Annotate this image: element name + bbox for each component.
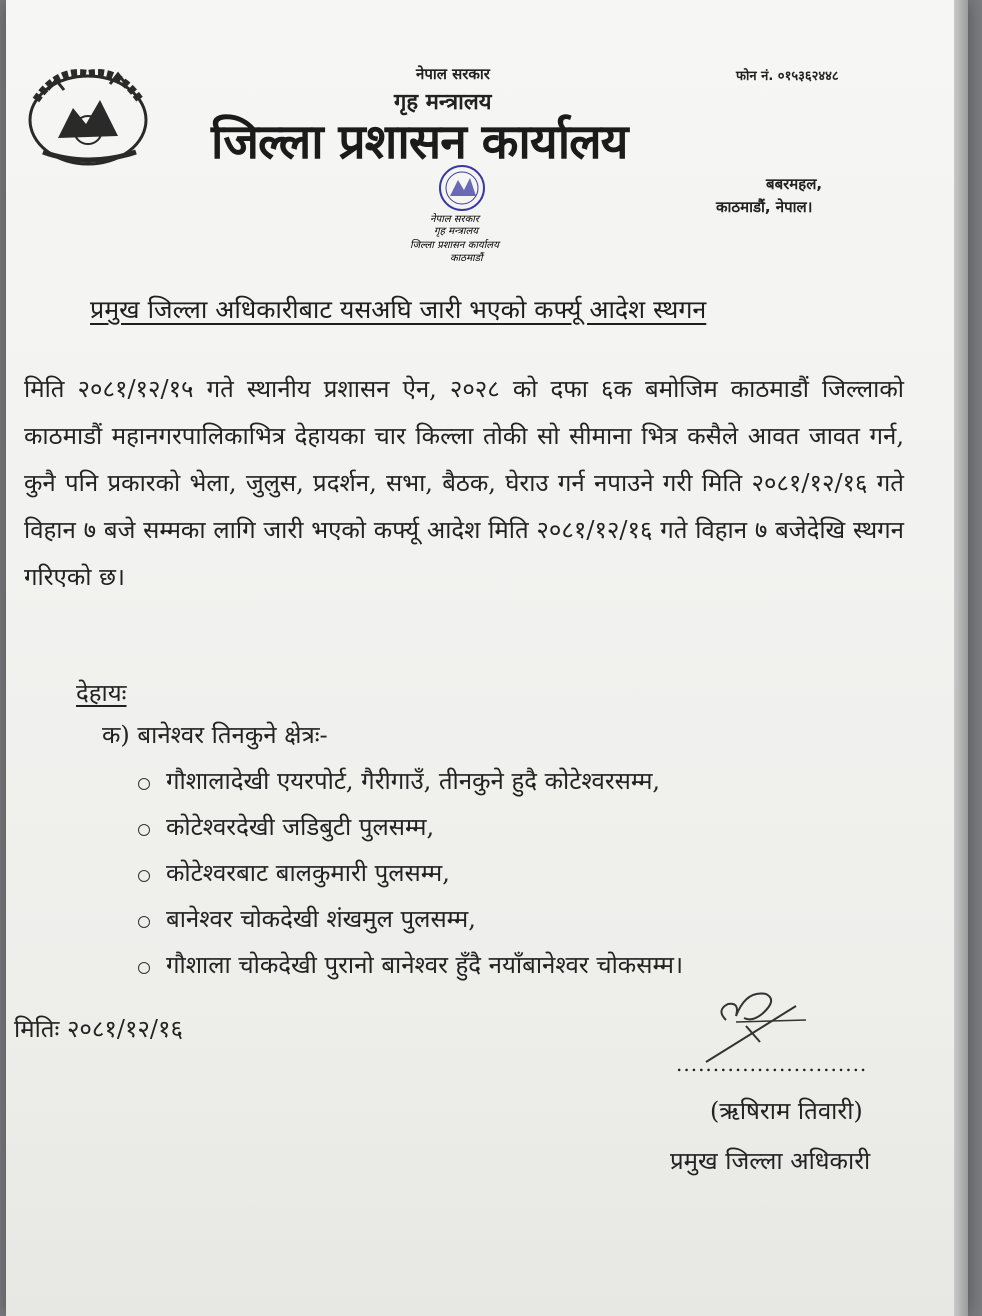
office-name: जिल्ला प्रशासन कार्यालय <box>211 114 628 170</box>
address-line-2: काठमाडौं, नेपाल। <box>716 198 813 216</box>
area-heading: क) बानेश्वर तिनकुने क्षेत्रः- <box>102 721 328 749</box>
ministry-name: गृह मन्त्रालय <box>394 90 492 115</box>
boundary-text: कोटेश्वरदेखी जडिबुटी पुलसम्म, <box>166 813 435 841</box>
address-line-1: बबरमहल, <box>766 175 823 193</box>
notice-title: प्रमुख जिल्ला अधिकारीबाट यसअघि जारी भएको कर्फ्यू आदेश स्थगन <box>90 295 707 324</box>
notice-paper <box>6 0 968 1316</box>
bullet-icon <box>138 824 150 836</box>
boundary-text: गौशाला चोकदेखी पुरानो बानेश्वर हुँदै नयाँबानेश्वर चोकसम्म। <box>166 951 684 979</box>
boundary-list <box>138 758 683 988</box>
issue-date: मितिः २०८१/१२/१६ <box>14 1015 183 1043</box>
bullet-icon <box>138 778 150 790</box>
stamp-line-1: नेपाल सरकार <box>430 214 479 225</box>
list-item <box>138 850 683 896</box>
notice-body: मिति २०८१/१२/१५ गते स्थानीय प्रशासन ऐन, २०२८ को दफा ६क बमोजिम काठमाडौं जिल्लाको काठमाडौं महानगरपालिकाभित्र देहायका चार किल्ला तोकी सो सीमाना भित्र कसैले आवत जावत गर्न, कुनै पनि प्रकारको भेला, जुलुस, प्रदर्शन, सभा, बैठक, घेराउ गर्न नपाउने गरी मिति २०८१/१२/१६ गते विहान ७ बजे सम्मका लागि जारी भएको कर्फ्यू आदेश मिति २०८१/१२/१६ गते विहान ७ बजेदेखि स्थगन गरिएको छ। <box>24 375 904 591</box>
signer-name: (ऋषिराम तिवारी) <box>710 1097 863 1125</box>
list-item <box>138 758 683 804</box>
boundary-text: गौशालादेखी एयरपोर्ट, गैरीगाउँ, तीनकुने हुदै कोटेश्वरसम्म, <box>166 767 661 795</box>
phone-number: फोन नं. ०१५३६२४४८ <box>736 69 839 84</box>
boundary-text: बानेश्वर चोकदेखी शंखमुल पुलसम्म, <box>166 905 476 933</box>
government-name: नेपाल सरकार <box>416 65 490 83</box>
stamp-line-3: जिल्ला प्रशासन कार्यालय <box>410 240 499 251</box>
list-item <box>138 896 683 942</box>
bullet-icon <box>138 870 150 882</box>
paper-edge <box>954 0 968 1316</box>
bullet-icon <box>138 962 150 974</box>
signer-position: प्रमुख जिल्ला अधिकारी <box>670 1147 871 1175</box>
bullet-icon <box>138 916 150 928</box>
list-item <box>138 804 683 850</box>
stamp-line-4: काठमाडौं <box>450 253 483 264</box>
nepal-emblem-icon <box>18 60 158 170</box>
list-item <box>138 942 683 988</box>
stamp-line-2: गृह मन्त्रालय <box>434 226 479 237</box>
boundary-text: कोटेश्वरबाट बालकुमारी पुलसम्म, <box>166 859 450 887</box>
list-heading: देहायः <box>76 679 127 707</box>
office-seal-icon <box>404 160 534 265</box>
signature-line: .......................... <box>676 1052 868 1076</box>
